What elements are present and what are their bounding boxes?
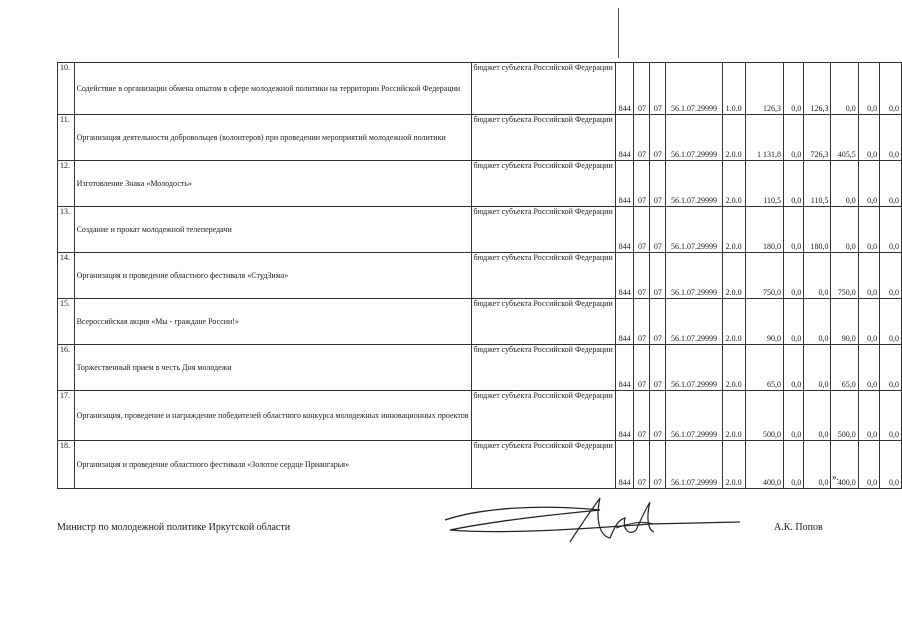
expense-type-code: 2.0.0 [722, 115, 745, 161]
grbs-code: 844 [615, 441, 634, 489]
table-body [58, 63, 902, 489]
amount-year-5: 0,0 [880, 253, 902, 299]
amount-year-5: 0,0 [880, 63, 902, 115]
amount-year-5: 0,0 [880, 115, 902, 161]
target-article-code: 56.1.07.29999 [666, 441, 722, 489]
total-amount: 750,0 [745, 253, 783, 299]
funding-source: бюджет субъекта Российской Федерации [471, 299, 615, 345]
subsection-code: 07 [650, 115, 666, 161]
row-number: 12. [58, 161, 75, 207]
section-code: 07 [634, 115, 650, 161]
amount-year-5: 0,0 [880, 207, 902, 253]
signatory-name: А.К. Попов [774, 522, 823, 533]
total-amount: 400,0 [745, 441, 783, 489]
signature-image [440, 490, 740, 550]
amount-year-4: 0,0 [858, 115, 879, 161]
signatory-position: Министр по молодежной политике Иркутской области [57, 522, 291, 533]
amount-year-1: 0,0 [784, 207, 804, 253]
amount-year-1: 0,0 [784, 345, 804, 391]
event-name: Организация, проведение и награждение победителей областного конкурса молодежных инновационных проектов [74, 391, 471, 441]
amount-year-5: 0,0 [880, 161, 902, 207]
section-code: 07 [634, 207, 650, 253]
grbs-code: 844 [615, 253, 634, 299]
total-amount: 126,3 [745, 63, 783, 115]
amount-year-1: 0,0 [784, 115, 804, 161]
amount-year-5: 0,0 [880, 441, 902, 489]
amount-year-3: 0,0 [831, 161, 858, 207]
amount-year-1: 0,0 [784, 391, 804, 441]
row-number: 10. [58, 63, 75, 115]
amount-year-1: 0,0 [784, 253, 804, 299]
amount-year-4: 0,0 [858, 207, 879, 253]
section-code: 07 [634, 345, 650, 391]
amount-year-2: 0,0 [804, 299, 831, 345]
grbs-code: 844 [615, 63, 634, 115]
event-name: Изготовление Знака «Молодость» [74, 161, 471, 207]
event-name: Создание и прокат молодежной телепередачи [74, 207, 471, 253]
table-row [58, 63, 902, 115]
target-article-code: 56.1.07.29999 [666, 253, 722, 299]
amount-year-2: 126,3 [804, 63, 831, 115]
amount-year-4: 0,0 [858, 299, 879, 345]
table-row [58, 253, 902, 299]
total-amount: 90,0 [745, 299, 783, 345]
total-amount: 110,5 [745, 161, 783, 207]
expense-type-code: 2.0.0 [722, 441, 745, 489]
event-name: Организация и проведение областного фестиваля «СтудЗима» [74, 253, 471, 299]
closing-quote-mark: ». [832, 472, 839, 482]
event-name: Содействие в организации обмена опытом в сфере молодежной политики на территории Российской Федерации [74, 63, 471, 115]
table-row [58, 161, 902, 207]
table-row [58, 299, 902, 345]
section-code: 07 [634, 391, 650, 441]
funding-source: бюджет субъекта Российской Федерации [471, 207, 615, 253]
section-code: 07 [634, 299, 650, 345]
amount-year-4: 0,0 [858, 161, 879, 207]
target-article-code: 56.1.07.29999 [666, 115, 722, 161]
total-amount: 180,0 [745, 207, 783, 253]
funding-source: бюджет субъекта Российской Федерации [471, 441, 615, 489]
funding-source: бюджет субъекта Российской Федерации [471, 253, 615, 299]
grbs-code: 844 [615, 391, 634, 441]
amount-year-2: 0,0 [804, 345, 831, 391]
amount-year-3: 65,0 [831, 345, 858, 391]
row-number: 11. [58, 115, 75, 161]
funding-source: бюджет субъекта Российской Федерации [471, 161, 615, 207]
target-article-code: 56.1.07.29999 [666, 161, 722, 207]
amount-year-2: 110,5 [804, 161, 831, 207]
row-number: 16. [58, 345, 75, 391]
subsection-code: 07 [650, 441, 666, 489]
section-code: 07 [634, 161, 650, 207]
funding-source: бюджет субъекта Российской Федерации [471, 115, 615, 161]
amount-year-1: 0,0 [784, 299, 804, 345]
row-number: 13. [58, 207, 75, 253]
target-article-code: 56.1.07.29999 [666, 63, 722, 115]
grbs-code: 844 [615, 207, 634, 253]
expense-type-code: 2.0.0 [722, 391, 745, 441]
amount-year-3: 405,5 [831, 115, 858, 161]
table-row [58, 391, 902, 441]
amount-year-1: 0,0 [784, 161, 804, 207]
amount-year-2: 0,0 [804, 441, 831, 489]
grbs-code: 844 [615, 161, 634, 207]
amount-year-5: 0,0 [880, 391, 902, 441]
subsection-code: 07 [650, 161, 666, 207]
expense-type-code: 2.0.0 [722, 345, 745, 391]
subsection-code: 07 [650, 253, 666, 299]
amount-year-4: 0,0 [858, 391, 879, 441]
amount-year-1: 0,0 [784, 63, 804, 115]
expense-type-code: 2.0.0 [722, 299, 745, 345]
target-article-code: 56.1.07.29999 [666, 207, 722, 253]
total-amount: 65,0 [745, 345, 783, 391]
row-number: 15. [58, 299, 75, 345]
expense-type-code: 1.0.0 [722, 63, 745, 115]
amount-year-3: 750,0 [831, 253, 858, 299]
event-name: Всероссийская акция «Мы - граждане России!» [74, 299, 471, 345]
subsection-code: 07 [650, 391, 666, 441]
expense-type-code: 2.0.0 [722, 253, 745, 299]
amount-year-3: 0,0 [831, 207, 858, 253]
scan-artifact-line [618, 8, 619, 58]
funding-source: бюджет субъекта Российской Федерации [471, 63, 615, 115]
section-code: 07 [634, 253, 650, 299]
subsection-code: 07 [650, 299, 666, 345]
amount-year-4: 0,0 [858, 63, 879, 115]
subsection-code: 07 [650, 207, 666, 253]
total-amount: 1 131,8 [745, 115, 783, 161]
amount-year-5: 0,0 [880, 345, 902, 391]
amount-year-2: 726,3 [804, 115, 831, 161]
event-name: Организация деятельности добровольцев (волонтеров) при проведении мероприятий молодежной политики [74, 115, 471, 161]
amount-year-1: 0,0 [784, 441, 804, 489]
row-number: 18. [58, 441, 75, 489]
section-code: 07 [634, 441, 650, 489]
funding-source: бюджет субъекта Российской Федерации [471, 391, 615, 441]
amount-year-2: 0,0 [804, 253, 831, 299]
grbs-code: 844 [615, 115, 634, 161]
amount-year-3: 90,0 [831, 299, 858, 345]
table-row [58, 115, 902, 161]
table-row [58, 345, 902, 391]
subsection-code: 07 [650, 345, 666, 391]
total-amount: 500,0 [745, 391, 783, 441]
target-article-code: 56.1.07.29999 [666, 345, 722, 391]
amount-year-4: 0,0 [858, 345, 879, 391]
table-row [58, 441, 902, 489]
target-article-code: 56.1.07.29999 [666, 299, 722, 345]
subsection-code: 07 [650, 63, 666, 115]
amount-year-3: 400,0 [831, 441, 858, 489]
amount-year-5: 0,0 [880, 299, 902, 345]
table-row [58, 207, 902, 253]
amount-year-3: 500,0 [831, 391, 858, 441]
event-name: Организация и проведение областного фестиваля «Золотое сердце Приангарья» [74, 441, 471, 489]
amount-year-3: 0,0 [831, 63, 858, 115]
amount-year-2: 180,0 [804, 207, 831, 253]
budget-table [57, 62, 902, 489]
target-article-code: 56.1.07.29999 [666, 391, 722, 441]
grbs-code: 844 [615, 345, 634, 391]
section-code: 07 [634, 63, 650, 115]
amount-year-4: 0,0 [858, 253, 879, 299]
expense-type-code: 2.0.0 [722, 161, 745, 207]
amount-year-4: 0,0 [858, 441, 879, 489]
expense-type-code: 2.0.0 [722, 207, 745, 253]
grbs-code: 844 [615, 299, 634, 345]
amount-year-2: 0,0 [804, 391, 831, 441]
event-name: Торжественный прием в честь Дня молодежи [74, 345, 471, 391]
funding-source: бюджет субъекта Российской Федерации [471, 345, 615, 391]
row-number: 17. [58, 391, 75, 441]
row-number: 14. [58, 253, 75, 299]
